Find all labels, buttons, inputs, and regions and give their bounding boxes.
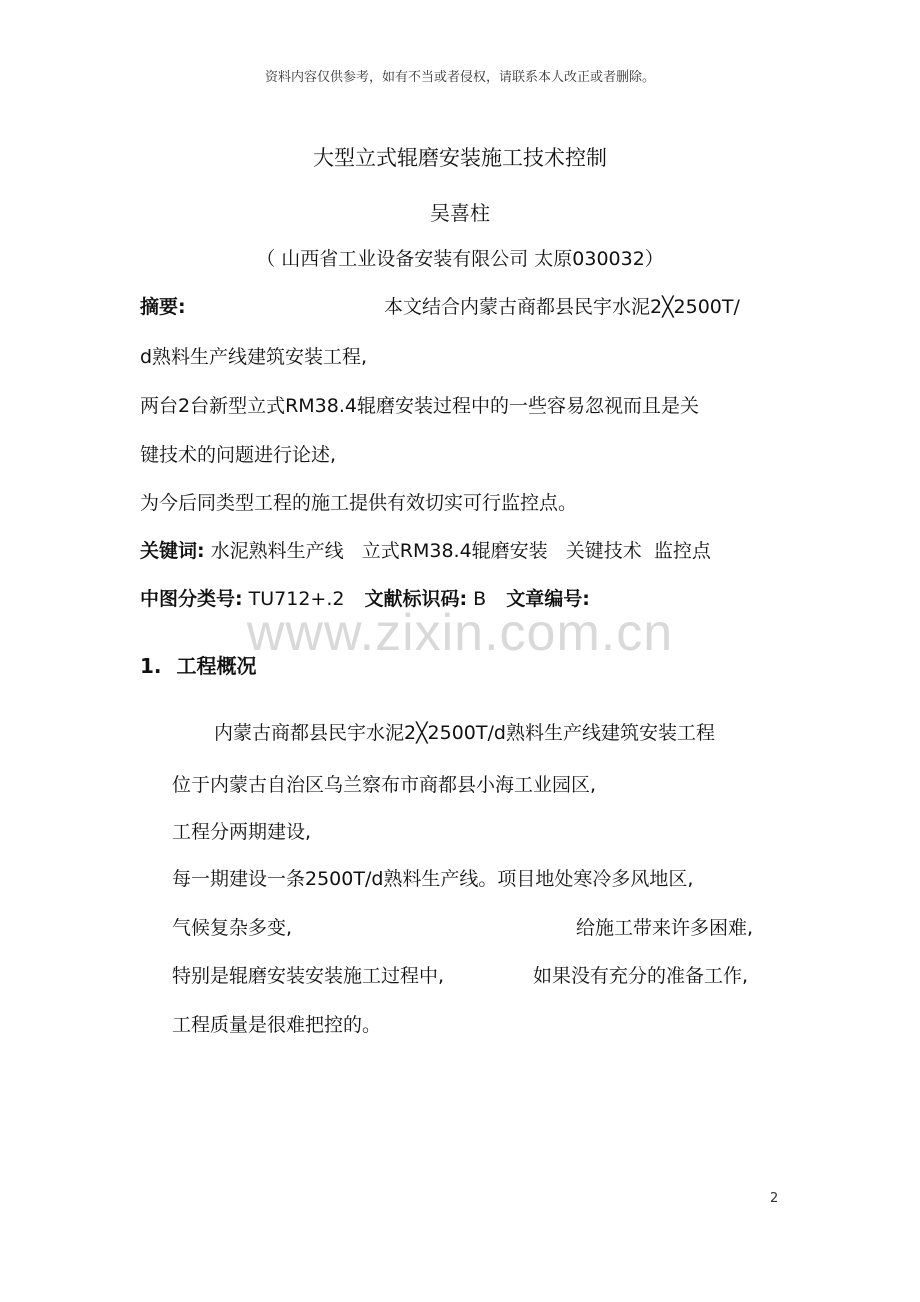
abstract-line-1: 本文结合内蒙古商都县民宇水泥2╳2500T/ — [384, 296, 740, 318]
section-title: 工程概况 — [176, 654, 257, 678]
section-heading — [140, 650, 256, 679]
body-line-3: 工程分两期建设, — [172, 821, 312, 843]
body-line-5b: 给施工带来许多困难, — [576, 917, 754, 939]
abstract-line-5: 为今后同类型工程的施工提供有效切实可行监控点。 — [140, 492, 578, 514]
body-line-1: 内蒙古商都县民宇水泥2╳2500T/d熟料生产线建筑安装工程 — [214, 722, 715, 744]
keywords-value: 水泥熟料生产线 立式RM38.4辊磨安装 关键技术 监控点 — [204, 540, 711, 562]
body-line-4: 每一期建设一条2500T/d熟料生产线。项目地处寒冷多风地区, — [172, 868, 694, 890]
abstract-line-3: 两台2台新型立式RM38.4辊磨安装过程中的一些容易忽视而且是关 — [140, 395, 699, 417]
body-line-2: 位于内蒙古自治区乌兰察布市商都县小海工业园区, — [172, 774, 597, 796]
abstract-line-4: 键技术的问题进行论述, — [140, 444, 337, 466]
watermark: www.zixin.com.cn — [246, 604, 674, 662]
clc-value: TU712+.2 — [242, 588, 345, 610]
doc-code-value: B — [467, 588, 487, 610]
section-number: 1. — [140, 654, 162, 678]
keywords-row — [140, 536, 711, 563]
page-number: 2 — [770, 1191, 779, 1206]
body-line-6b: 如果没有充分的准备工作, — [533, 965, 749, 987]
document-title: 大型立式辊磨安装施工技术控制 — [313, 146, 607, 170]
keywords-label: 关键词: — [140, 540, 205, 562]
body-line-5a: 气候复杂多变, — [172, 917, 293, 939]
doc-code-label: 文献标识码: — [364, 588, 468, 610]
author: 吴喜柱 — [430, 201, 490, 225]
abstract-line-2: d熟料生产线建筑安装工程, — [140, 346, 368, 368]
header-note: 资料内容仅供参考，如有不当或者侵权，请联系本人改正或者删除。 — [264, 70, 655, 85]
clc-label: 中图分类号: — [140, 588, 243, 610]
body-line-6a: 特别是辊磨安装安装施工过程中, — [172, 965, 445, 987]
article-number-label: 文章编号: — [506, 588, 590, 610]
affiliation: （ 山西省工业设备安装有限公司 太原030032） — [256, 248, 664, 270]
abstract-label: 摘要: — [140, 296, 186, 318]
body-line-7: 工程质量是很难把控的。 — [172, 1014, 382, 1036]
